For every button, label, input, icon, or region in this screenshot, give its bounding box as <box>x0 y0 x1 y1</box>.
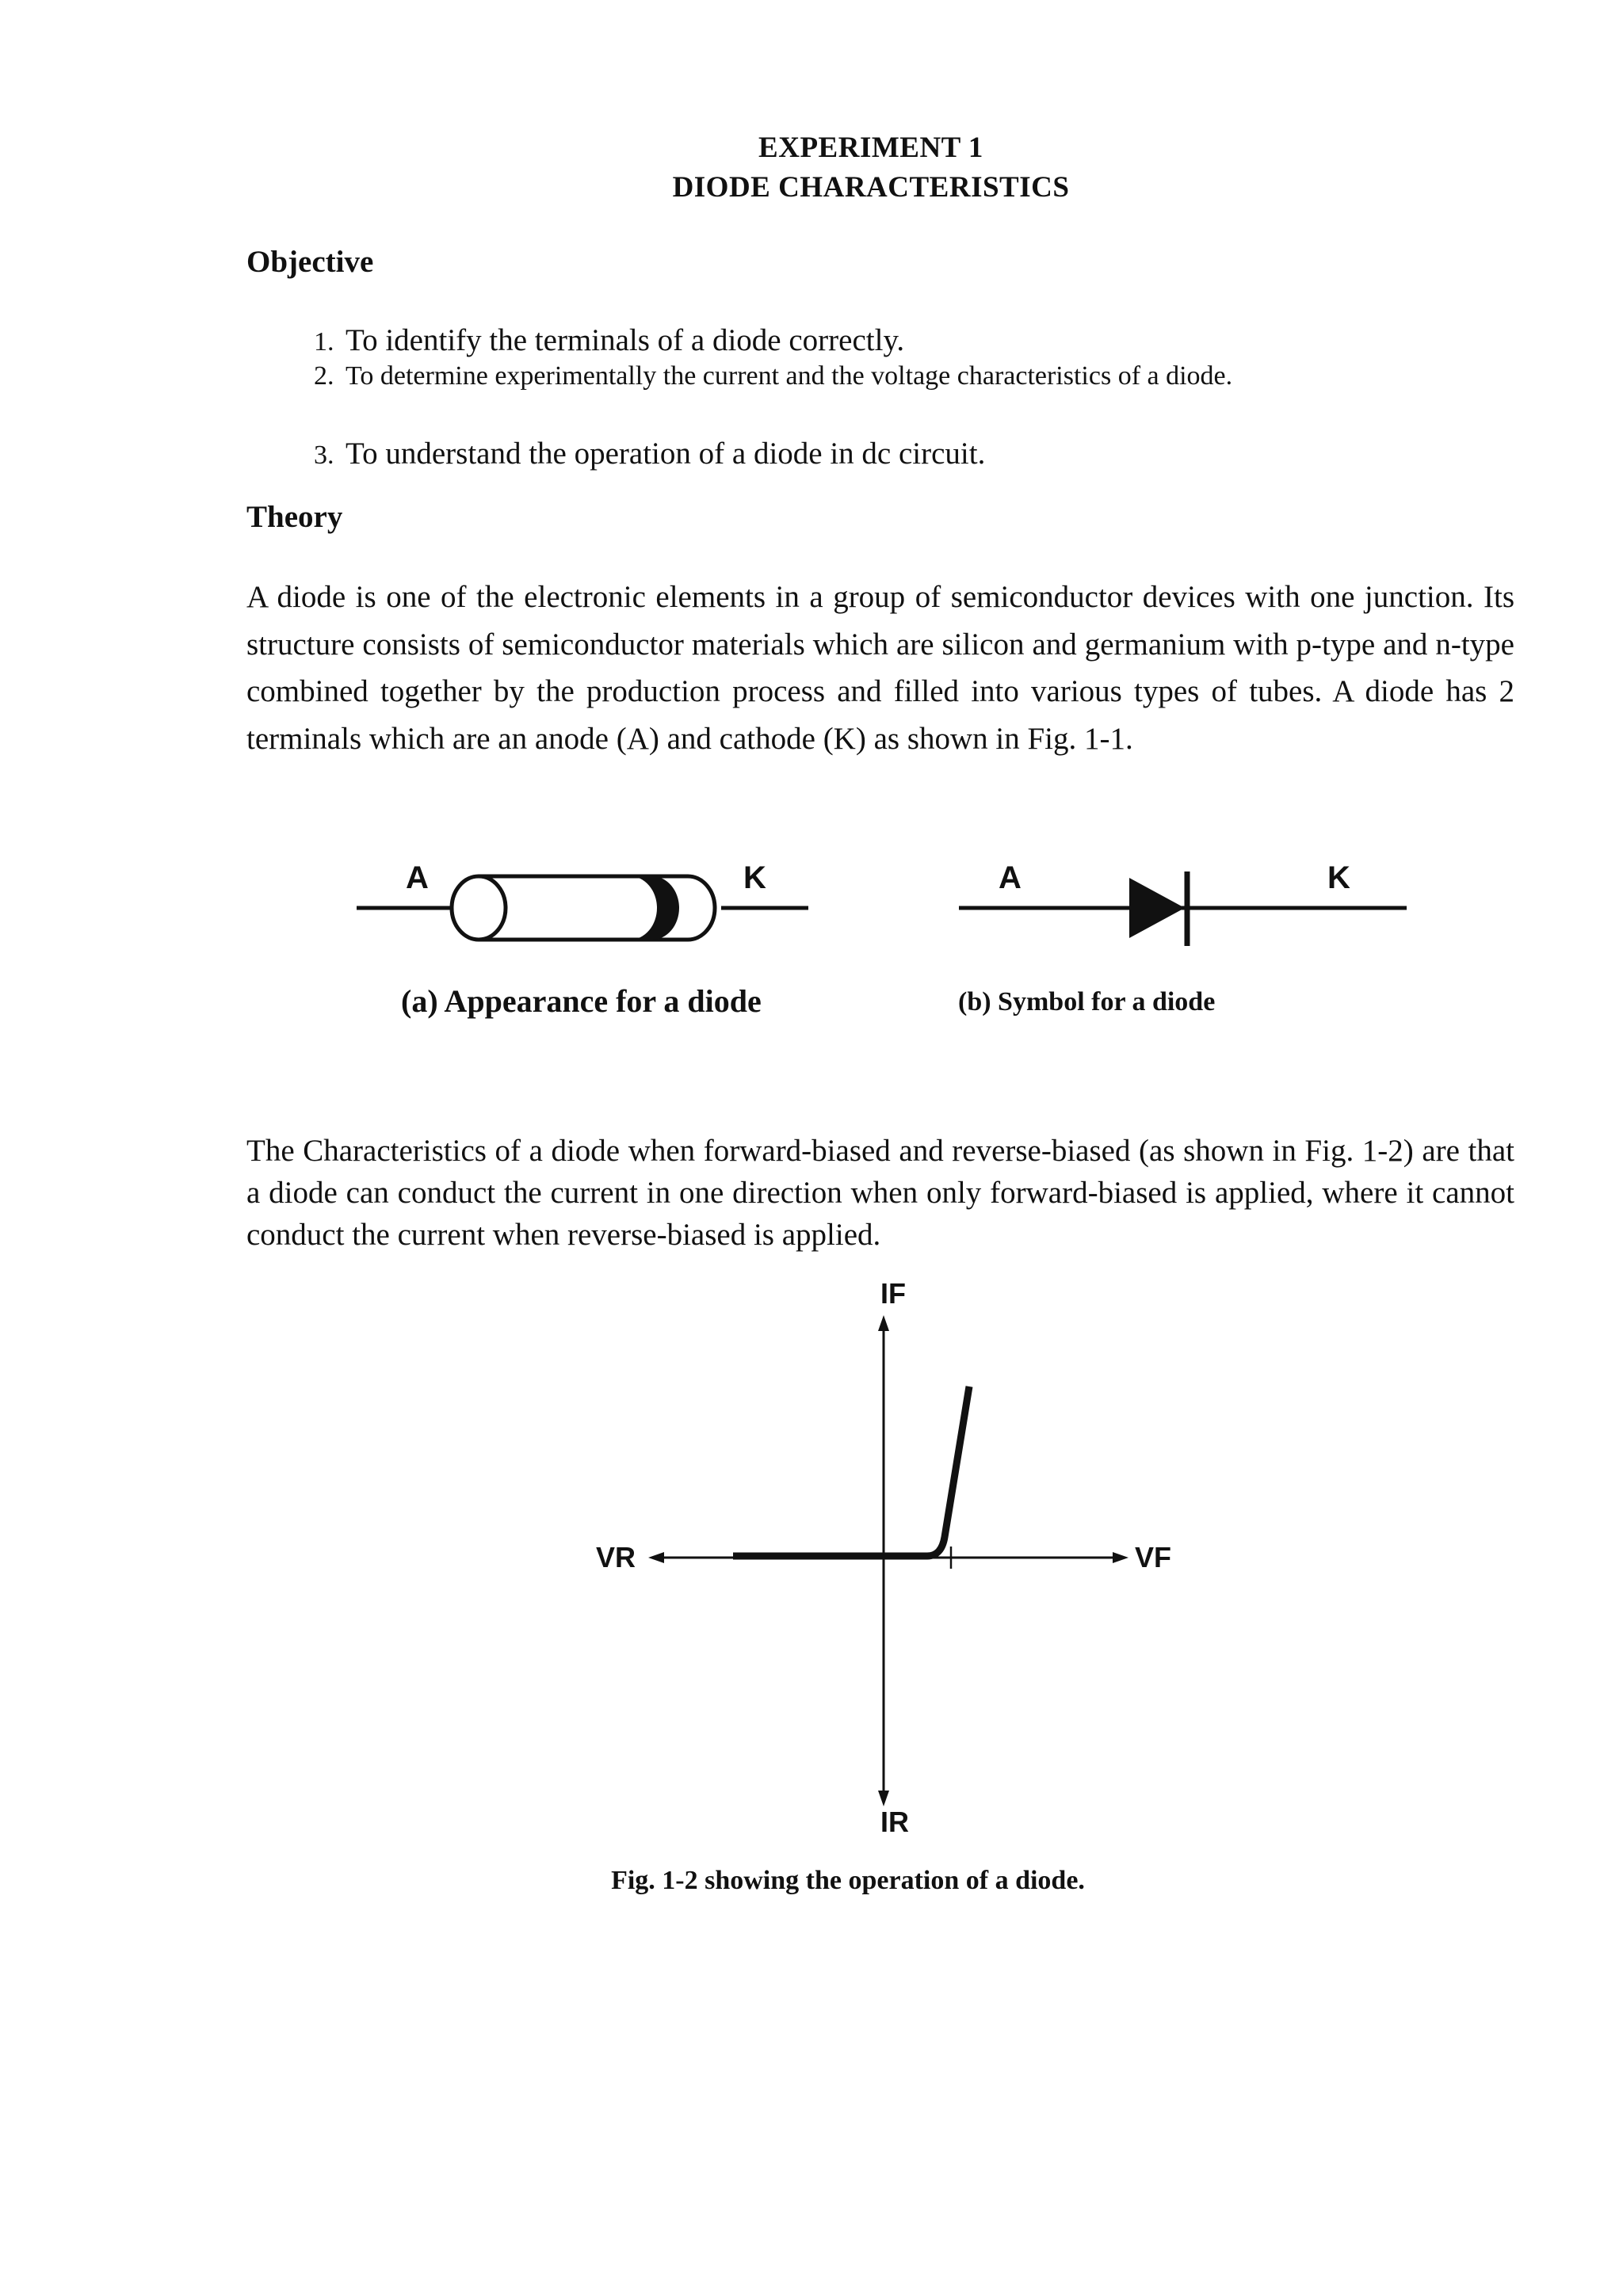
iv-characteristic-figure <box>586 1268 1205 1854</box>
caption-symbol: (b) Symbol for a diode <box>958 987 1216 1016</box>
current-axis-arrow-up <box>878 1315 889 1331</box>
voltage-axis-arrow-right <box>1113 1552 1128 1563</box>
current-axis-arrow-down <box>878 1791 889 1806</box>
axis-label-vr: VR <box>596 1541 636 1573</box>
voltage-axis-arrow-left <box>648 1552 664 1563</box>
axis-label-vf: VF <box>1135 1541 1172 1573</box>
objective-item-1 <box>314 322 904 358</box>
objective-item-number: 2. <box>314 361 334 391</box>
axis-label-if: IF <box>880 1277 906 1310</box>
appearance-anode-label: A <box>406 860 429 895</box>
diode-symbol-figure <box>951 848 1426 967</box>
appearance-right-end <box>688 876 715 940</box>
objective-item-number: 3. <box>314 441 334 470</box>
appearance-cathode-label: K <box>743 860 766 895</box>
caption-appearance: (a) Appearance for a diode <box>401 983 762 1019</box>
experiment-number: EXPERIMENT 1 <box>758 132 983 164</box>
figure-2-caption: Fig. 1-2 showing the operation of a diode. <box>611 1866 1085 1895</box>
objective-item-text: To understand the operation of a diode in dc circuit. <box>346 437 986 471</box>
theory-heading: Theory <box>246 500 343 534</box>
symbol-anode-label: A <box>999 860 1022 895</box>
objective-item-number: 1. <box>314 327 334 357</box>
experiment-title: DIODE CHARACTERISTICS <box>672 171 1070 204</box>
objective-item-2 <box>314 361 1232 391</box>
appearance-cathode-band <box>630 876 679 940</box>
objective-item-text: To identify the terminals of a diode correctly. <box>346 323 905 357</box>
objective-item-3 <box>314 436 985 471</box>
theory-paragraph-1: A diode is one of the electronic elements in a group of semiconductor devices with one junction. Its structure consists of semiconductor materials which are silicon and germanium with p-type and n-type combined together by the production process and filled into various types of tubes. A diode has 2 terminals which are an anode (A) and cathode (K) as shown in Fig. 1-1. <box>246 580 1514 756</box>
iv-curve <box>733 1386 969 1556</box>
objective-heading: Objective <box>246 245 374 279</box>
symbol-cathode-label: K <box>1327 860 1350 895</box>
diode-appearance-figure <box>349 848 824 967</box>
theory-paragraph-2: The Characteristics of a diode when forward-biased and reverse-biased (as shown in Fig. 1-2) are that a diode can conduct the current in one direction when only forward-biased is applied, where it cannot conduct the current when reverse-biased is applied. <box>246 1134 1514 1252</box>
objective-item-text: To determine experimentally the current and the voltage characteristics of a diode. <box>346 361 1233 391</box>
axis-label-ir: IR <box>880 1806 909 1838</box>
appearance-left-end <box>452 876 506 940</box>
symbol-anode-triangle <box>1129 878 1185 938</box>
